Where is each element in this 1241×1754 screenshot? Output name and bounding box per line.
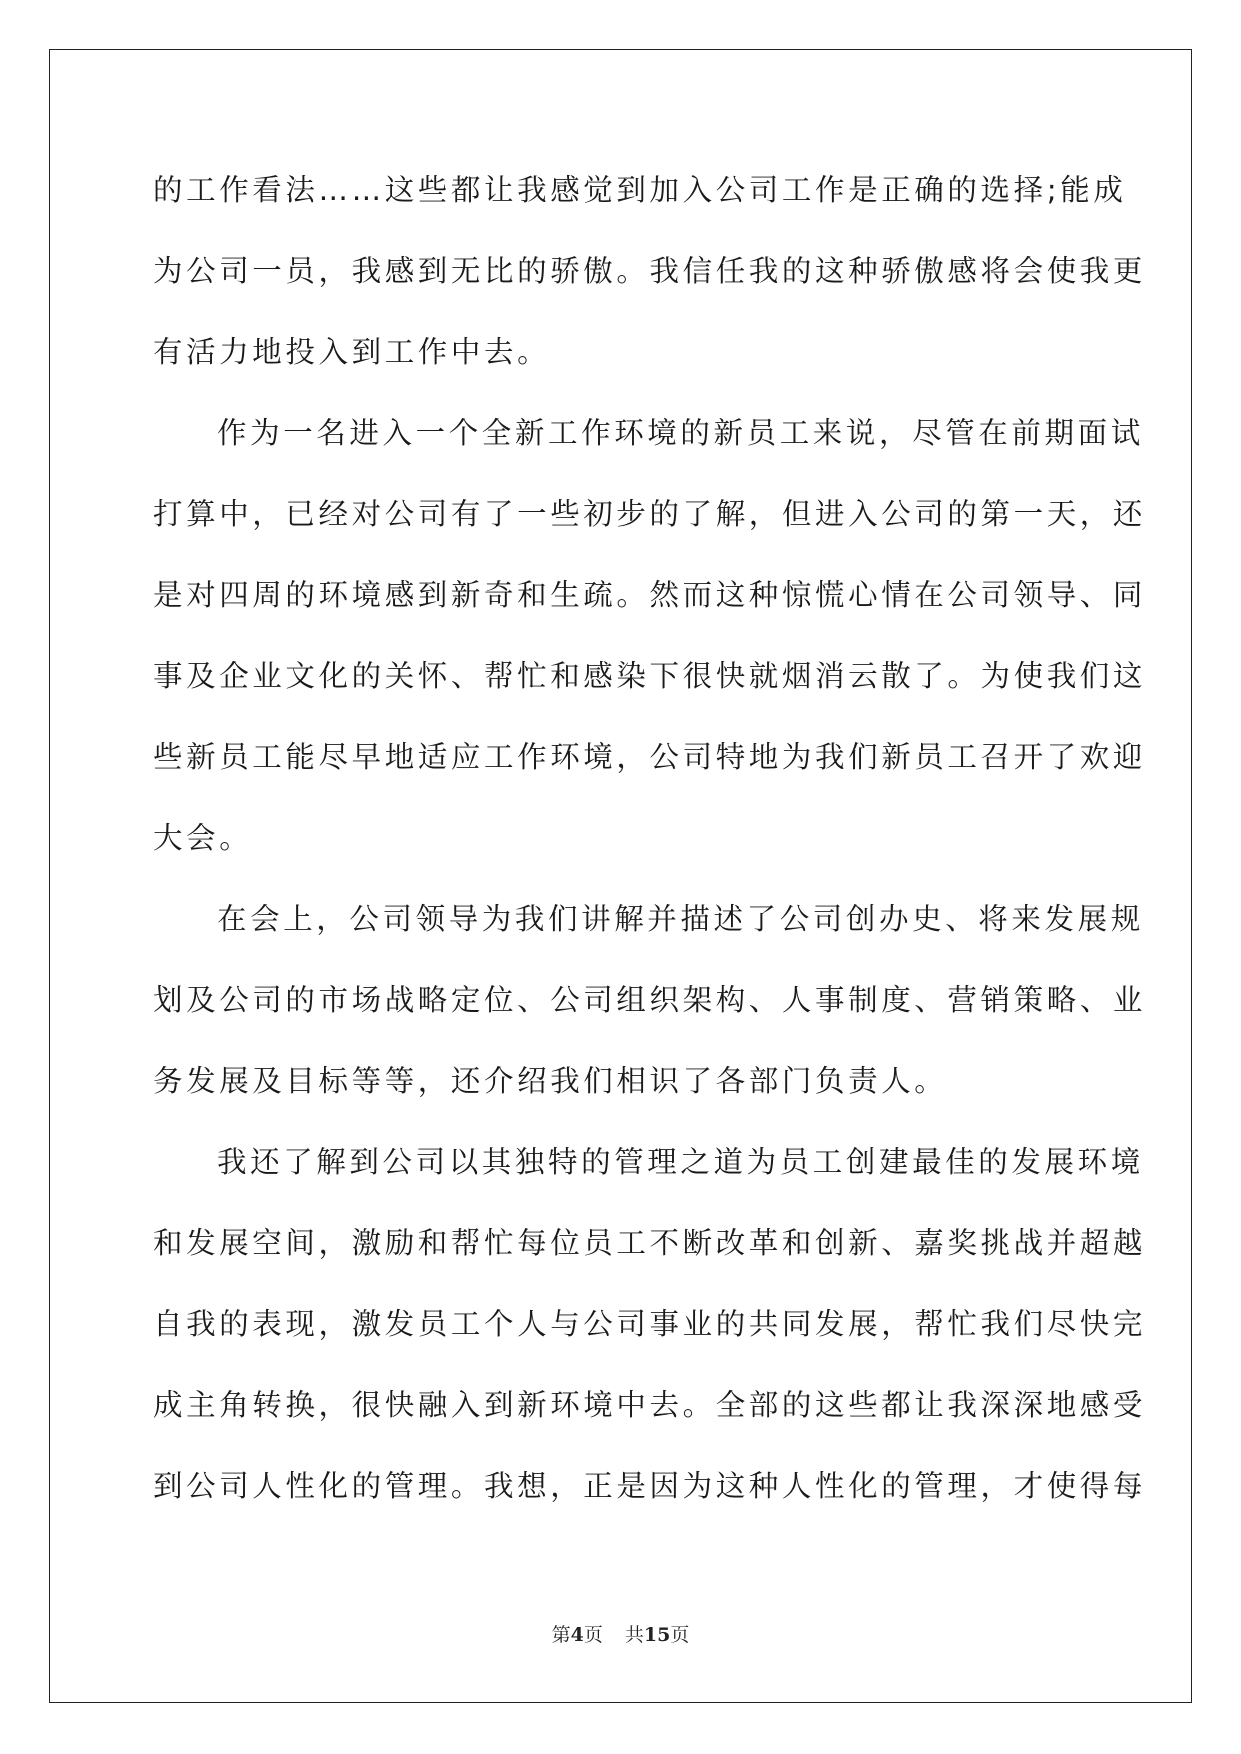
paragraph-start-line-13: 我还了解到公司以其独特的管理之道为员工创建最佳的发展环境 [217,1145,1144,1179]
text-line-11: 划及公司的市场战略定位、公司组织架构、人事制度、营销策略、业 [153,983,1147,1017]
footer-total-unit: 页 [670,1624,690,1646]
text-line-8: 些新员工能尽早地适应工作环境，公司特地为我们新员工召开了欢迎 [153,740,1147,774]
text-line-2: 为公司一员，我感到无比的骄傲。我信任我的这种骄傲感将会使我更 [153,254,1147,288]
paragraph-start-line-10: 在会上，公司领导为我们讲解并描述了公司创办史、将来发展规 [217,902,1144,936]
footer-page-unit: 页 [583,1624,603,1646]
text-line-17: 到公司人性化的管理。我想，正是因为这种人性化的管理，才使得每 [153,1469,1147,1503]
text-line-6: 是对四周的环境感到新奇和生疏。然而这种惊慌心情在公司领导、同 [153,578,1147,612]
text-line-9: 大会。 [153,821,253,855]
footer-current-page: 4 [570,1624,584,1646]
footer-page-prefix: 第 [551,1624,571,1646]
text-line-12: 务发展及目标等等，还介绍我们相识了各部门负责人。 [153,1064,948,1098]
text-line-16: 成主角转换，很快融入到新环境中去。全部的这些都让我深深地感受 [153,1388,1147,1422]
text-line-14: 和发展空间，激励和帮忙每位员工不断改革和创新、嘉奖挑战并超越 [153,1226,1147,1260]
text-line-15: 自我的表现，激发员工个人与公司事业的共同发展，帮忙我们尽快完 [153,1307,1147,1341]
paragraph-start-line-4: 作为一名进入一个全新工作环境的新员工来说，尽管在前期面试 [217,416,1144,450]
page-footer [0,1620,1241,1647]
text-line-5: 打算中，已经对公司有了一些初步的了解，但进入公司的第一天，还 [153,497,1147,531]
text-line-1: 的工作看法……这些都让我感觉到加入公司工作是正确的选择;能成 [153,173,1127,207]
footer-total-prefix: 共 [624,1624,644,1646]
footer-total-pages: 15 [643,1624,671,1646]
text-line-3: 有活力地投入到工作中去。 [153,335,551,369]
document-body [153,160,1147,1537]
text-line-7: 事及企业文化的关怀、帮忙和感染下很快就烟消云散了。为使我们这 [153,659,1147,693]
